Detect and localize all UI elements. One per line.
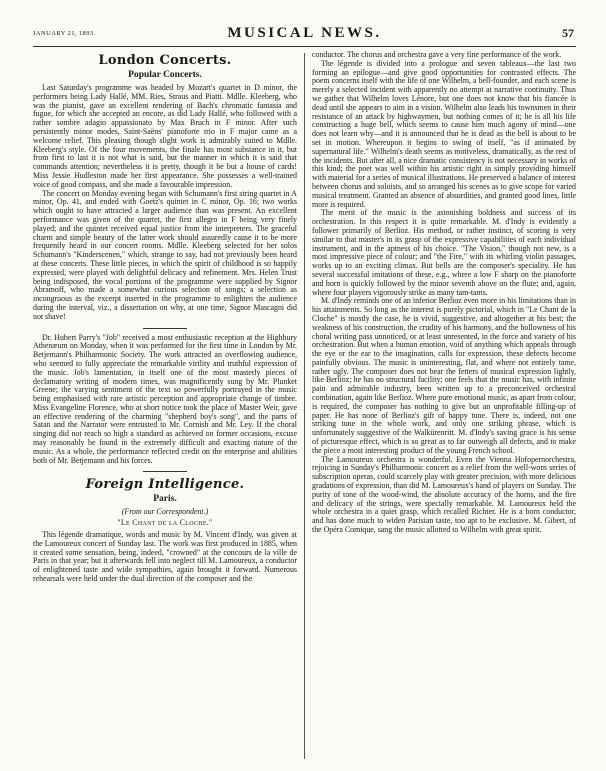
section-divider xyxy=(143,328,187,329)
chant-de-la-cloche-title: "Le Chant de la Cloche." xyxy=(117,518,213,528)
legende-description-paragraph: The légende is divided into a prologue and seven tableaux—the last two forming an epilogue—and give good opportunities for contrasted effects. The poem concerns itself with the life of one Wilhelm, a bell-founder, and each scene is merely a selected incident with apparently no attempt at narrative continuity. Thus we gather that Wilhelm loves Lénore, but one does not know that his fiancée is dead until she appears to aim in a vision. Wilhelm also leads his townsmen in their resistance of an attack by highwaymen, but nothing comes of it; he is all his life constructing a huge bell, which seems to cause him much agony of mind—one does not learn why—and it is announced that he is dead as the bell is about to be set in motion. Whereupon it begins to swing of itself, "as if animated by supernatural life." Wilhelm's death seems as motiveless, dramatically, as the rest of the incidents. But after all, a nice dramatic consistency is not necessary in works of this kind; the poet was well within his artistic right in simply providing himself with material for a series of musical illustrations. He preserved a balance of interest between chorus and soloists, and so arranged his scenes as to give scope for varied musical treatment. Granted an absence of absurdities, and granted good lines, little more is required. xyxy=(312,58,576,209)
paris-heading: Paris. xyxy=(153,494,177,505)
correspondent-line: (From our Correspondent.) xyxy=(121,507,209,517)
popular-concerts-paragraph-1: Last Saturday's programme was headed by Mozart's quartet in D minor, the performers being Lady Hallé, MM. Ries, Straus and Piatti. Mdlle. Kleeberg, who was the pianist, gave an excellent rendering of Bach's chromatic fantasia and fugue, for which she accepted an encore, as did Lady Hallé, who followed with a rather sombre adagio appassionato by Max Bruch in F minor. After such persistently minor modes, Saint-Saëns' pianoforte trio in F major came as a welcome relief. This pleasing though slight work is admirably suited to Mdlle. Kleeberg's style. Of the four movements, the finale has most substance in it, but from first to last it is not what is said, but the manner in which it is said that commands attention; nevertheless it is pretty, though it be but a house of cards! Miss Jessie Hudleston made her first appearance. She possesses a well-trained voice of good compass, and she made a favourable impression. xyxy=(33,83,297,189)
popular-concerts-paragraph-2: The concert on Monday evening began with Schumann's first string quartet in A minor, Op. 41, and ended with Goetz's quintet in C minor, Op. 16; two works which ought to have attracted a larger audience than was present. An excellent performance was given of the quartet, the first allegro in F being very finely played; and the quintet received equal justice from the interpreters. The graceful charm and simple beauty of the latter work should assuredly cause it to be more frequently heard in our concert rooms. Mdlle. Kleeberg selected for her solos Schumann's "Kinderscenen," which, strange to say, had not previously been heard at these concerts. These little pieces, in which the spirit of childhood is so happily expressed, were played with delightful delicacy and refinement. Mrs. Helen Trust being indisposed, the vocal portions of the programme were supplied by Signor Abramoff, who made a somewhat curious selection of songs; a selection as incongruous as the excerpt inserted in the programme to enlighten the audience during the interval, viz., a dissertation on why, at one time, Signor Mascagni did not shave! xyxy=(33,188,297,321)
chant-de-la-cloche-paragraph: This légende dramatique, words and music by M. Vincent d'Indy, was given at the Lamoureux concert of Sunday last. The work was first produced in 1885, when it created some sensation, being, indeed, "crowned" at the concours de la ville de Paris in that year; but it afterwards fell into neglect till M. Lamoureux, a conductor of enlightened taste and wide sympathies, again brought it forward. Numerous rehearsals were held under the dual direction of the composer and the xyxy=(33,530,297,584)
paris-continued-paragraph: conductor. The chorus and orchestra gave a very fine performance of the work. xyxy=(312,51,562,59)
right-column xyxy=(312,51,576,771)
left-column xyxy=(33,51,297,771)
page-number: 57 xyxy=(562,26,574,40)
job-review-paragraph: Dr. Hubert Parry's "Job" received a most enthusiastic reception at the Highbury Athenæum on Monday, when it was performed for the first time in London by Mr. Betjemann's Philharmonic Society. The work attracted an overflowing audience, who seemed to fully appreciate the remarkable virility and truthful expression of the music. Job's lamentation, in itself one of the most masterly pieces of declamatory writing of modern times, was magnificently sung by Mr. Plunket Greene; the varying sentiment of the text so powerfully portrayed in the music being emphasised with rare artistic perception and appropriate change of timbre. Miss Evangeline Florence, who at short notice took the place of Master Weir, gave an effective rendering of the charming "shepherd boy's song", and the parts of Satan and the Narrator were entrusted to Mr. Cornish and Mr. Ley. If the choral singing did not reach so high a standard as achieved on former occasions, excuse may reasonably be found in the extremely difficult and exacting nature of the music. As a whole, the performance reflected credit on the enterprise and abilities both of Mr. Betjemann and his forces. xyxy=(33,332,297,465)
lamoureux-orchestra-paragraph: The Lamoureux orchestra is wonderful. Even the Vienna Hofopernorchestra, rejoicing in Sunday's Philharmonic concert as a relief from the well-worn series of subscription operas, could scarcely play with greater precision, with more delicious gradations of expression, than did M. Lamoureux's band of players on Sunday. The purity of tone of the wood-wind, the absolute accuracy of the horns, and the fire and delicacy of the strings, were specially remarkable. M. Lamoureux held the whole orchestra in a quiet grasp, which recalled Richter. He is a born conductor, and has done much to widen Parisian taste, too apt to be exclusive. M. Gibert, of the Opéra Comique, sang the music allotted to Wilhelm with great spirit. xyxy=(312,454,576,535)
orchestration-paragraph: The merit of the music is the astonishing boldness and success of its orchestration. In this respect it is quite remarkable. M. d'Indy is evidently a follower primarily of Berlioz. His method, or rather instinct, of scoring is very similar to that master's in its grasp of the expressive capabilities of each individual instrument, and in the aptness of his choice. "The Vision," though not new, is a most impressive piece of colour; and "the Fire," with its whirling violin passages, works up to an exciting climax. But bells are the composer's speciality. He has several successful imitations of these, e.g., where a low F sharp on the pianoforte and horn is quickly followed by the minor seventh above on the flute; and, again, where four players vigorously strike as many tam-tams. xyxy=(312,208,576,297)
article-columns xyxy=(33,51,576,771)
popular-concerts-heading: Popular Concerts. xyxy=(128,70,202,80)
masthead xyxy=(33,24,576,47)
foreign-intelligence-heading: Foreign Intelligence. xyxy=(85,477,245,493)
dindy-limitations-paragraph: M. d'Indy reminds one of an inferior Berlioz even more in his limitations than in his attainments. So long as the interest is purely pictorial, which in "Le Chant de la Cloche" is mostly the case, he is vivid, suggestive, and altogether at his best; the weakness of his construction, the crudity of his harmony, and the hollowness of his choral writing pass unnoticed, or at least unresented, in the force and variety of his orchestration. But when a human emotion, void of anything which appeals through the eye or the ear to the imagination, calls for expression, these defects become painfully obvious. The music is uninteresting, flat, and where not entirely tame, rather ugly. The composer does not bear the fetters of musical expression lightly, like Berlioz; he has no structural facility; one feels that the music has, with infinite pain and admirable industry, been written up to a preconceived orchestral combination, again like Berlioz. Where pure emotional music, as apart from colour, is required, the composer has nothing to give but an unprofitable filling-up of paper. He has none of Berlioz's gift of happy tune. There is, indeed, not one striking tune in the whole work, and only one striking phrase, which is unfortunately suggestive of the Walkürenritt. M. d'Indy's saving grace is his sense of picturesque effect, which is so great as to far outweigh all defects, and to make the piece a most interesting product of the young French school. xyxy=(312,296,576,455)
london-concerts-heading: London Concerts. xyxy=(98,53,232,68)
section-divider xyxy=(143,471,187,472)
column-divider xyxy=(304,53,305,759)
issue-date: JANUARY 21, 1893. xyxy=(33,30,96,37)
publication-title: MUSICAL NEWS. xyxy=(227,25,382,41)
